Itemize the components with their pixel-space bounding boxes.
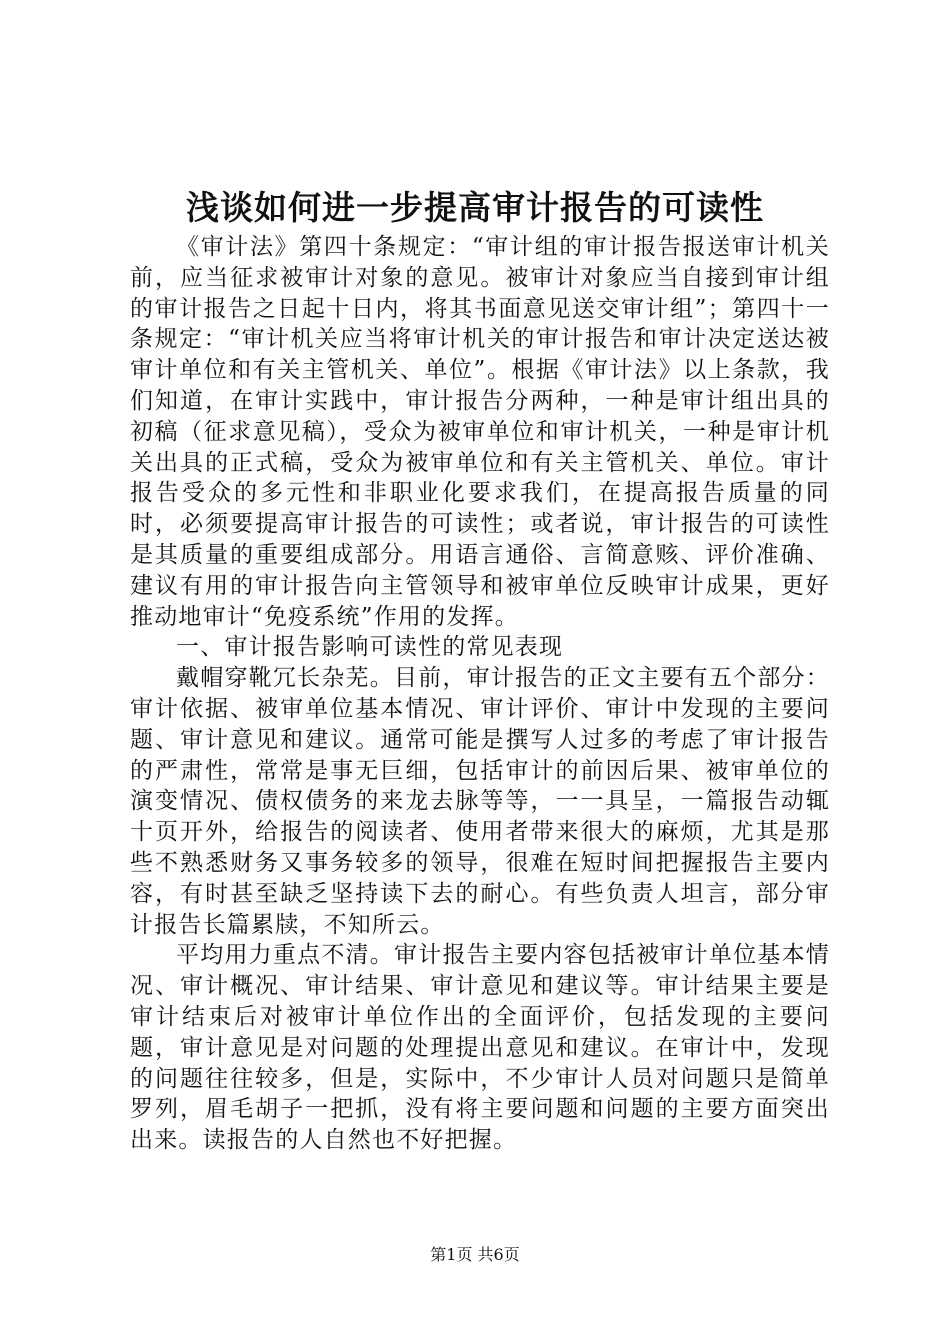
paragraph-intro: 《审计法》第四十条规定：“审计组的审计报告报送审计机关前，应当征求被审计对象的意见。被审计对象应当自接到审计组的审计报告之日起十日内，将其书面意见送交审计组”；第四十一条规定：“审计机关应当将审计机关的审计报告和审计决定送达被审计单位和有关主管机关、单位”。根据《审计法》以上条款，我们知道，在审计实践中，审计报告分两种，一种是审计组出具的初稿（征求意见稿），受众为被审单位和审计机关，一种是审计机关出具的正式稿，受众为被审单位和有关主管机关、单位。审计报告受众的多元性和非职业化要求我们，在提高报告质量的同时，必须要提高审计报告的可读性；或者说，审计报告的可读性是其质量的重要组成部分。用语言通俗、言简意赅、评价准确、建议有用的审计报告向主管领导和被审单位反映审计成果，更好推动地审计“免疫系统”作用的发挥。 <box>130 234 830 630</box>
paragraph-no-focus: 平均用力重点不清。审计报告主要内容包括被审计单位基本情况、审计概况、审计结果、审计意见和建议等。审计结果主要是审计结束后对被审计单位作出的全面评价，包括发现的主要问题，审计意见是对问题的处理提出意见和建议。在审计中，发现的问题往往较多，但是，实际中，不少审计人员对问题只是简单罗列，眉毛胡子一把抓，没有将主要问题和问题的主要方面突出出来。读报告的人自然也不好把握。 <box>130 942 830 1154</box>
section-heading: 一、审计报告影响可读性的常见表现 <box>176 634 564 661</box>
document-body <box>130 232 830 1156</box>
document-title: 浅谈如何进一步提高审计报告的可读性 <box>186 188 764 227</box>
page-footer: 第1页 共6页 <box>430 1245 520 1264</box>
paragraph-verbose: 戴帽穿靴冗长杂芜。目前，审计报告的正文主要有五个部分：审计依据、被审单位基本情况、审计评价、审计中发现的主要问题、审计意见和建议。通常可能是撰写人过多的考虑了审计报告的严肃性，常常是事无巨细，包括审计的前因后果、被审单位的演变情况、债权债务的来龙去脉等等，一一具呈，一篇报告动辄十页开外，给报告的阅读者、使用者带来很大的麻烦，尤其是那些不熟悉财务又事务较多的领导，很难在短时间把握报告主要内容，有时甚至缺乏坚持读下去的耐心。有些负责人坦言，部分审计报告长篇累牍，不知所云。 <box>130 665 830 938</box>
